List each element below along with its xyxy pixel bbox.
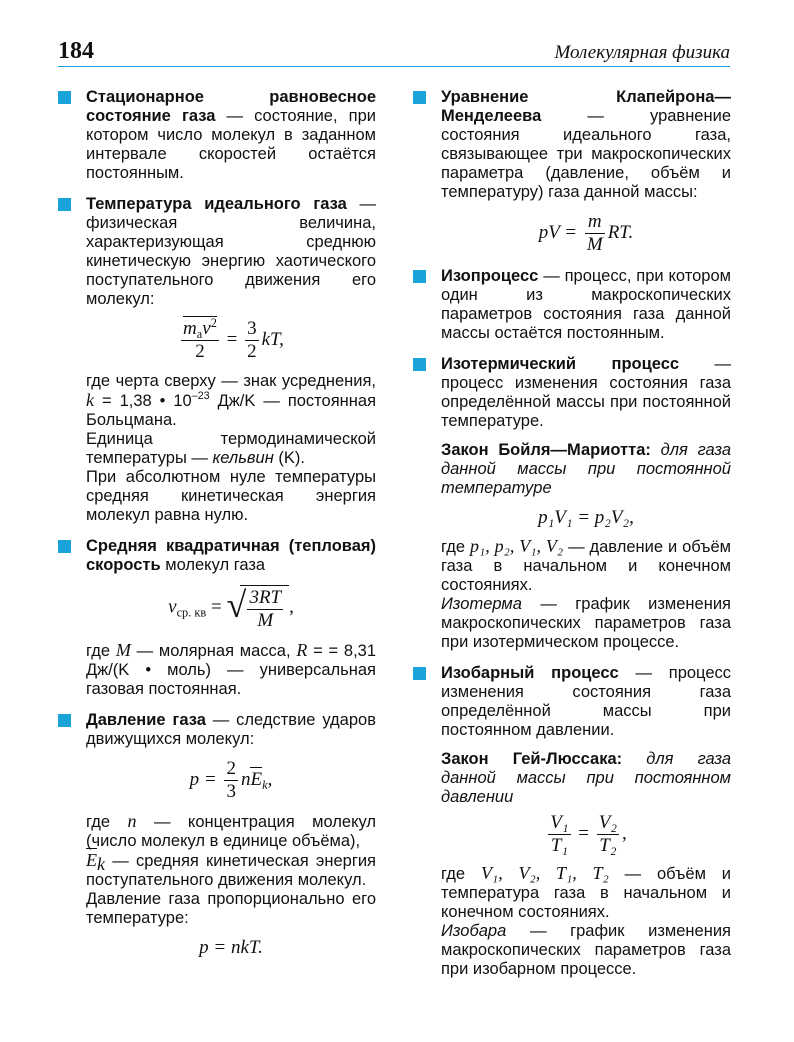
formula-gay-lussac: $\frac{\text{V₁}}{\text{T₁}}$ = $\frac{\text{V₂}}{\text{T₂}}$ , <box>550 812 627 856</box>
page-header <box>58 38 730 66</box>
formula-mean-kinetic-energy: $\frac{m_av^2}{2}$ = $\frac{3}{2}$ kT, <box>183 316 284 362</box>
entry-rms-speed <box>58 537 376 699</box>
bullet-square-icon <box>58 714 71 727</box>
definition: Изотермический процесс — процесс изменения состояния газа определённой массы при постоянной температуре. <box>441 355 731 430</box>
formula-pressure: p = $\frac{2}{3}$ $nE_k$, <box>189 758 273 802</box>
bullet-square-icon <box>413 358 426 371</box>
entry-isothermal <box>413 355 731 652</box>
definition: Изопроцесс — процесс, при котором один из макроскопических параметров состояния газа данной массы остаётся постоянным. <box>441 267 731 342</box>
law-statement: Закон Гей-Люссака: для газа данной массы при постоянном давлении <box>441 750 731 806</box>
explanation: $E_k$ — средняя кинетическая энергия поступательного движения молекул. <box>86 850 376 889</box>
header-rule <box>58 66 730 67</box>
explanation: Изобара — график изменения макроскопических параметров газа при изобарном процессе. <box>441 922 731 978</box>
formula-boyle-mariotte: p₁V₁ = p₂V₂, <box>538 507 634 528</box>
definition: Температура идеального газа — физическая величина, характеризующая среднюю кинетическую энергию хаотического поступательного движения его молекул: <box>86 195 376 308</box>
right-column <box>413 88 731 991</box>
definition: Средняя квадратичная (тепловая) скорость молекул газа <box>86 537 376 574</box>
explanation: Давление газа пропорционально его температуре: <box>86 890 376 927</box>
explanation: где V₁, V₂, T₁, T₂ — объём и температура газа в начальном и конечном состояниях. <box>441 863 731 921</box>
bullet-square-icon <box>58 540 71 553</box>
definition: Уравнение Клапейрона—Менделеева — уравнение состояния идеального газа, связывающее три макроскопических параметра (давление, объём и температуру) газа данной массы: <box>441 88 731 201</box>
explanation: где черта сверху — знак усреднения, k = 1,38 • $10^{-23}$ Дж/K — постоянная Больцмана. <box>86 372 376 429</box>
explanation: где n — концентрация молекул (число молекул в единице объёма), <box>86 811 376 850</box>
formula-rms-speed: $v_{ср. кв}$ = √ $\frac{3RT}{M}$ , <box>168 585 294 631</box>
bullet-square-icon <box>413 91 426 104</box>
definition: Изобарный процесс — процесс изменения состояния газа определённой массы при постоянном давлении. <box>441 664 731 739</box>
definition: Давление газа — следствие ударов движущихся молекул: <box>86 711 376 748</box>
bullet-square-icon <box>58 91 71 104</box>
bullet-square-icon <box>413 270 426 283</box>
bullet-square-icon <box>58 198 71 211</box>
definition: Стационарное равновесное состояние газа — состояние, при котором число молекул в заданном интервале скоростей остаётся постоянным. <box>86 88 376 182</box>
page-number: 184 <box>58 38 94 64</box>
entry-isobaric <box>413 664 731 979</box>
explanation: где M — молярная масса, R = = 8,31 Дж/(K • моль) — универсальная газовая постоянная. <box>86 640 377 698</box>
entry-gas-pressure <box>58 711 376 957</box>
left-column <box>58 88 376 969</box>
explanation: Изотерма — график изменения макроскопических параметров газа при изотермическом процессе. <box>441 595 731 651</box>
formula-pressure-temperature: p = nkT. <box>199 937 263 958</box>
entry-stationary-state <box>58 88 376 183</box>
bullet-square-icon <box>413 667 426 680</box>
entry-clapeyron-mendeleev <box>413 88 731 255</box>
explanation: При абсолютном нуле температуры средняя кинетическая энергия молекул равна нулю. <box>86 468 376 524</box>
explanation: Единица термодинамической температуры — кельвин (K). <box>86 430 376 467</box>
running-title: Молекулярная физика <box>554 42 730 63</box>
formula-clapeyron: pV = $\frac{m}{M}$ RT. <box>538 211 634 255</box>
explanation: где p₁, p₂, V₁, V₂ — давление и объём газа в начальном и конечном состояниях. <box>441 536 732 594</box>
entry-gas-temperature <box>58 195 376 525</box>
entry-isoprocess <box>413 267 731 343</box>
law-statement: Закон Бойля—Мариотта: для газа данной массы при постоянной температуре <box>441 441 731 497</box>
